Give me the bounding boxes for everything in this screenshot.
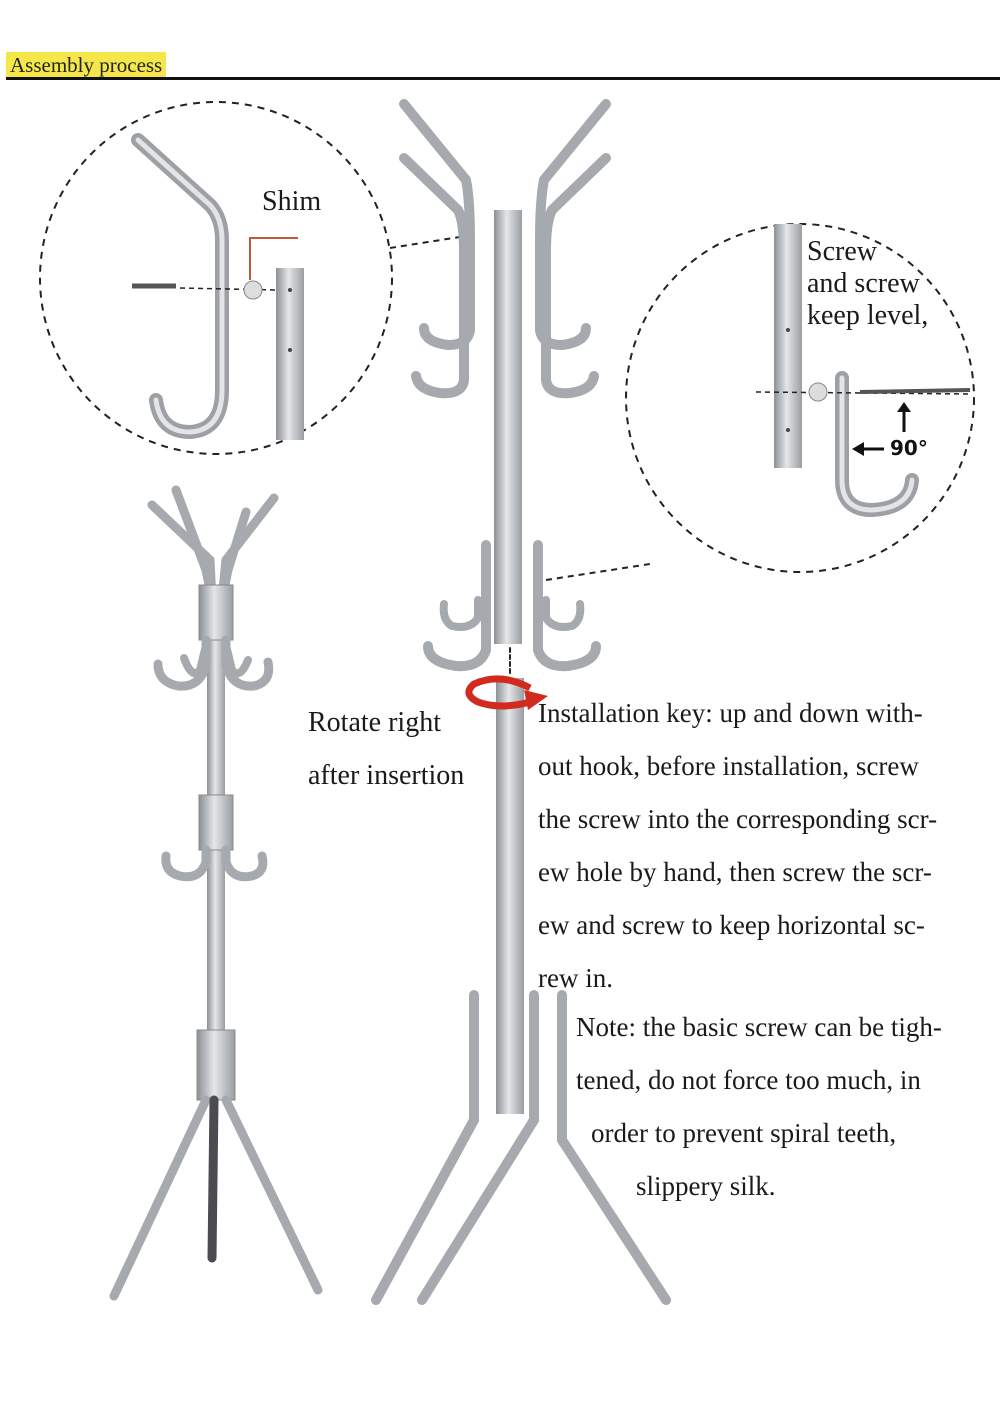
rotate-label (308, 696, 464, 802)
note-line: Note: the basic screw can be tigh- (576, 1012, 942, 1042)
note-text (576, 1001, 942, 1213)
note-line: slippery silk. (636, 1171, 776, 1201)
rotate-label-line: after insertion (308, 760, 465, 791)
shim-label: Shim (262, 186, 322, 217)
shim-leader-line (390, 236, 466, 248)
screw-level-label (807, 236, 928, 332)
note-line: order to prevent spiral teeth, (591, 1118, 897, 1148)
rotate-label-line: Rotate right (308, 707, 441, 738)
instruction-line: ew and screw to keep horizontal sc- (538, 910, 925, 940)
screw-leader-line (546, 564, 650, 580)
screw-level-line: Screw (807, 236, 877, 267)
angle-label: 90° (890, 436, 928, 460)
instruction-line: rew in. (538, 963, 613, 993)
instruction-line: ew hole by hand, then screw the scr- (538, 857, 932, 887)
screw-level-line: keep level, (807, 300, 929, 331)
installation-key-text (538, 687, 937, 1005)
section-tag: Assembly process (6, 52, 166, 79)
instruction-line: out hook, before installation, screw (538, 751, 919, 781)
screw-level-line: and screw (807, 268, 920, 299)
instruction-line: the screw into the corresponding scr- (538, 804, 938, 834)
instruction-line: Installation key: up and down with- (538, 698, 923, 728)
note-line: tened, do not force too much, in (576, 1065, 921, 1095)
assembled-coat-rack (114, 490, 318, 1296)
shim-detail-circle (40, 102, 392, 454)
